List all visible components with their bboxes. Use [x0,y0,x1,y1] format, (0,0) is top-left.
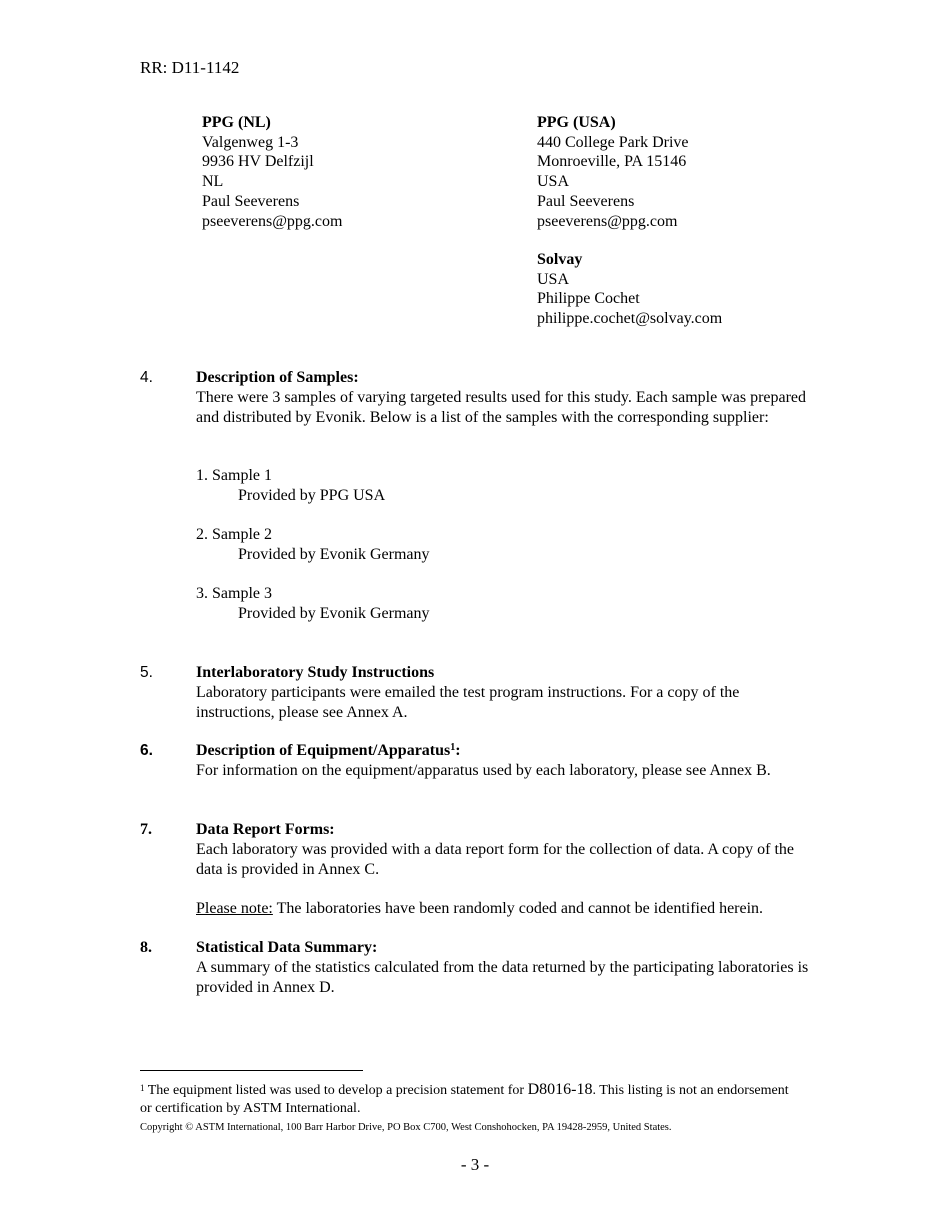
footnote-text: The equipment listed was used to develop a precision statement for [144,1083,528,1098]
section-number: 8. [140,939,152,956]
address-ppg-nl [202,113,342,231]
section-title: Interlaboratory Study Instructions [196,664,435,681]
address-line: 440 College Park Drive [537,133,689,151]
footnote-text: . This listing is not an endorsement or certification by ASTM International. [140,1083,789,1116]
report-id: RR: D11-1142 [140,58,240,77]
footnote-ref[interactable]: 1 [450,742,456,753]
contact-email: pseeverens@ppg.com [537,212,678,230]
footnote-standard: D8016-18 [527,1081,593,1098]
contact-name: Paul Seeverens [537,192,635,210]
address-line: Monroeville, PA 15146 [537,153,687,171]
address-line: USA [537,270,570,288]
note-label: Please note: [196,900,273,917]
address-solvay [537,250,722,329]
contact-name: Paul Seeverens [202,192,300,210]
contact-email: philippe.cochet@solvay.com [537,310,723,328]
section-text: For information on the equipment/apparatus used by each laboratory, please see Annex B. [196,762,771,779]
section-text: There were 3 samples of varying targeted results used for this study. Each sample was prepared and distributed by Evonik. Below is a list of the samples with the corresponding supplier: [196,389,807,426]
section-title: Data Report Forms: [196,821,335,838]
company-name: PPG (USA) [537,114,616,131]
section-text: Each laboratory was provided with a data report form for the collection of data. A copy of the data is provided in Annex C. [196,841,795,878]
note-text: The laboratories have been randomly coded and cannot be identified herein. [272,900,764,917]
title-suffix: : [455,742,461,759]
section-title: Description of Samples: [196,369,359,386]
section-text: A summary of the statistics calculated from the data returned by the participating laboratories is provided in Annex D. [196,959,809,996]
contact-name: Philippe Cochet [537,290,640,308]
sample-provider: Provided by PPG USA [238,487,386,504]
address-line: 9936 HV Delfzijl [202,153,314,171]
address-ppg-usa [537,113,689,231]
section-text: Laboratory participants were emailed the test program instructions. For a copy of the instructions, please see Annex A. [196,684,740,721]
sample-label: 3. Sample 3 [196,585,272,602]
sample-provider: Provided by Evonik Germany [238,546,430,563]
sample-label: 2. Sample 2 [196,526,272,543]
footnote [140,1081,800,1118]
section-title [196,741,816,761]
footnote-marker: 1 [140,1083,145,1093]
sample-label: 1. Sample 1 [196,467,272,484]
section-number: 7. [140,821,152,838]
page-number: - 3 - [460,1155,490,1174]
address-line: NL [202,173,224,191]
note-paragraph [196,899,816,919]
section-number: 6. [140,742,153,759]
section-title: Statistical Data Summary: [196,939,378,956]
address-line: USA [537,173,570,191]
copyright-notice: Copyright © ASTM International, 100 Barr Harbor Drive, PO Box C700, West Conshohocken, PA 19428-2959, United States. [140,1122,672,1133]
company-name: PPG (NL) [202,114,271,131]
section-number: 5. [140,664,153,681]
sample-provider: Provided by Evonik Germany [238,605,430,622]
company-name: Solvay [537,251,583,268]
footnote-separator [140,1070,363,1071]
contact-email: pseeverens@ppg.com [202,212,343,230]
address-line: Valgenweg 1-3 [202,133,299,151]
section-number: 4. [140,369,153,386]
section-title-text: Description of Equipment/Apparatus [196,742,451,759]
